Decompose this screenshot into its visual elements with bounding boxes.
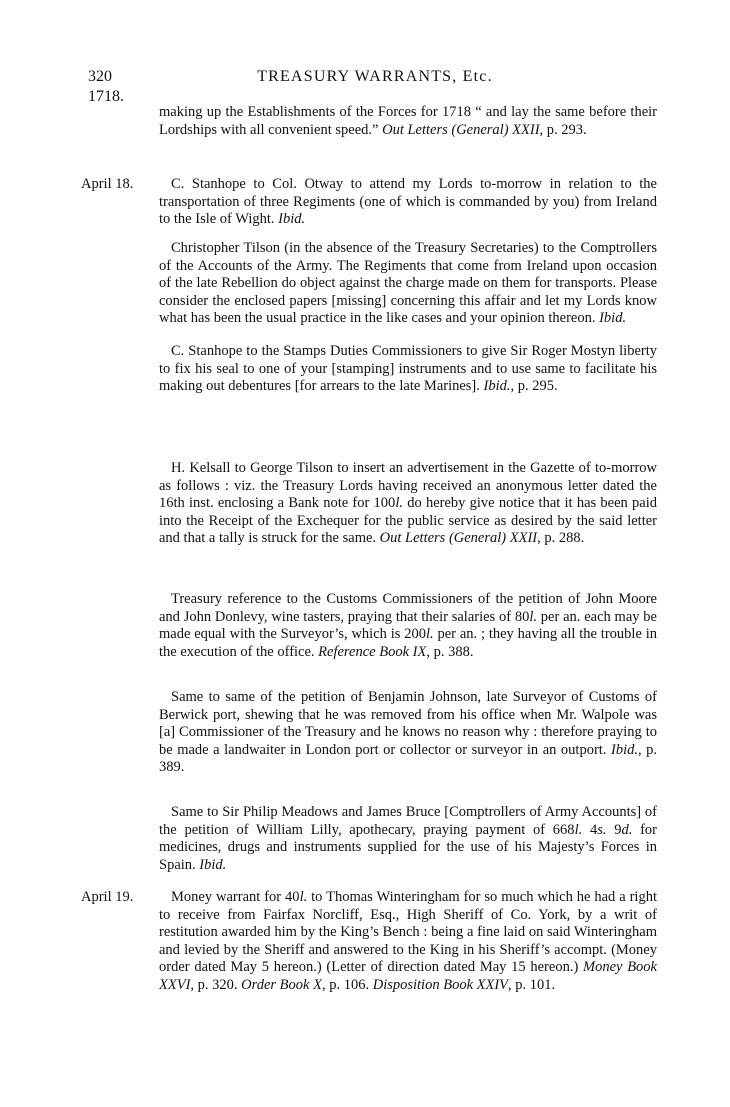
margin-year: 1718. [88,88,124,105]
entry-paragraph [159,343,657,396]
text-segment: to Thomas Winteringham for so much which he had a right to receive from Fairfax Norcliff, Esq., High Sheriff of Co. York, by a writ of restitution awarded him by the King’s Bench : being a fine laid on said Winteringham and levied by the Sheriff and answered to the King in his Sheriff’s accompt. (Money order dated May 5 hereon.) (Letter of direction dated May 15 hereon.) [159,889,657,976]
italic-citation: Order Book X [241,976,322,993]
italic-citation: Disposition Book XXIV [372,976,509,993]
italic-citation: Ibid. [199,856,227,873]
entry-date: April 18. [81,176,134,192]
italic-citation: l. [425,626,434,643]
text-segment: , p. 388. [426,643,474,660]
entry-date: April 19. [81,889,134,905]
text-segment: , p. 320. [190,976,242,993]
text-segment: per an. each may be made equal with the Surveyor’s, which is 200 [159,608,657,643]
text-segment: Money warrant for 40 [171,889,300,905]
italic-citation: d. [621,821,633,838]
entry-paragraph [159,460,657,548]
entry-paragraph [159,176,657,229]
text-segment: C. Stanhope to Col. Otway to attend my Lords to-morrow in relation to the transportation of three Regiments (one of which is commanded by you) from Ireland to the Isle of Wight. [159,176,657,228]
text-segment: Same to same of the petition of Benjamin Johnson, late Surveyor of Customs of Berwick port, shewing that he was removed from his office when Mr. Walpole was [a] Commissioner of the Treasury and he knows no reason why : therefore praying to be made a landwaiter in London port or collector or surveyor in an outport. [159,689,657,758]
italic-citation: l. [395,495,403,512]
text-segment: Same to Sir Philip Meadows and James Bruce [Comptrollers of Army Accounts] of the petition of William Lilly, apothecary, praying payment of 668 [159,804,657,838]
text-segment: per an. ; they having all the trouble in the execution of the office. [159,626,657,660]
text-segment: , p. 106. [321,976,373,993]
text-segment: , p. 295. [510,378,558,395]
entry-paragraph [159,591,657,661]
italic-citation: Ibid. [610,741,638,758]
italic-citation: l. [529,608,538,625]
text-segment: 4 [582,821,598,838]
italic-citation: Ibid. [599,310,627,327]
italic-citation: Out Letters (General) XXII [379,530,538,547]
italic-citation: l. [299,889,308,905]
entry-paragraph [159,104,657,139]
entry-paragraph [159,804,657,874]
text-segment: for medicines, drugs and instruments supplied for the use of his Majesty’s Forces in Spain. [159,821,657,873]
page-number: 320 [88,68,112,85]
italic-citation: Ibid. [483,378,511,395]
italic-citation: Reference Book IX [318,643,427,660]
text-segment: Treasury reference to the Customs Commissioners of the petition of John Moore and John Donlevy, wine tasters, praying that their salaries of 80 [159,591,657,625]
text-segment: , p. 288. [537,530,585,547]
text-segment: 9 [606,821,622,838]
text-segment: making up the Establishments of the Forces for 1718 “ and lay the same before their Lordships with all convenient speed.” [159,104,657,138]
text-segment: do hereby give notice that it has been paid into the Receipt of the Exchequer for the public service as desired by the said letter and that a tally is struck for the same. [159,495,657,547]
entry-paragraph [159,240,657,328]
text-segment: , p. 101. [508,976,556,993]
italic-citation: Ibid. [278,211,306,228]
running-title: TREASURY WARRANTS, Etc. [257,68,493,85]
text-segment: C. Stanhope to the Stamps Duties Commissioners to give Sir Roger Mostyn liberty to fix his seal to one of your [stamping] instruments and to use same to facilitate his making out debentures [for arrears to the late Marines]. [159,343,657,395]
entry-paragraph [159,689,657,777]
italic-citation: Money Book XXVI [159,959,657,993]
entry-paragraph [159,889,657,995]
italic-citation: s. [597,821,607,838]
italic-citation: Out Letters (General) XXII [382,121,540,138]
text-segment: Christopher Tilson (in the absence of the Treasury Secretaries) to the Comptrollers of the Accounts of the Army. The Regiments that come from Ireland upon occasion of the late Rebellion do object against the charge made on them for transports. Please consider the enclosed papers [missing] concerning this affair and let my Lords know what has been the usual practice in the like cases and your opinion thereon. [159,240,657,327]
italic-citation: l. [574,821,583,838]
text-segment: , p. 293. [539,121,587,138]
text-segment: , p. 389. [159,741,657,776]
text-segment: H. Kelsall to George Tilson to insert an advertisement in the Gazette of to-morrow as follows : viz. the Treasury Lords having received an anonymous letter dated the 16th inst. enclosing a Bank note for 100 [159,460,657,512]
